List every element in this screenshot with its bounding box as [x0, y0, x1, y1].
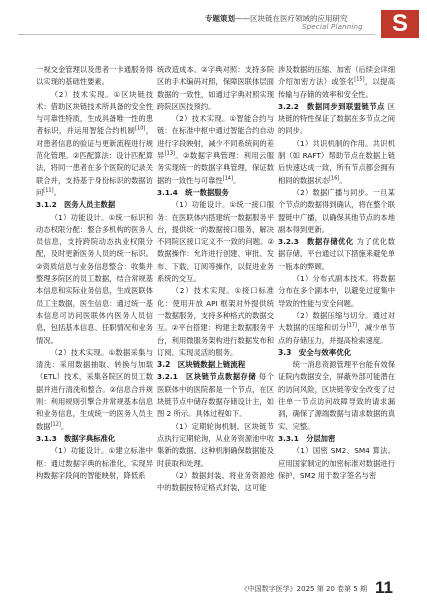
page-header: [0, 0, 427, 48]
paragraph-text: （1）功能设计。①统一接口服务：在医联体内搭建统一数据服务平台，提供统一的数据接口服务，解决不同院区接口定义不一致的问题。②数据操作：允许进行创建、审批、发布、下载、订阅等操作，以促进业务系统的交互。: [157, 200, 274, 284]
subsection-heading: 3.3.1 分层加密: [278, 433, 336, 443]
body-paragraph: [278, 138, 395, 187]
body-paragraph: [157, 113, 274, 187]
page-number: 11: [375, 578, 393, 597]
paragraph-text: ，以提高传输与存储的效率和安全性。: [278, 77, 396, 99]
paragraph-text: （2）数据封装。将业务资源池中的数据按特定格式封装，这可能: [157, 470, 274, 493]
paragraph-text: 区块链的特性保证了数据在多节点之间的同步。: [278, 101, 395, 136]
body-paragraph: [157, 470, 274, 495]
citation-ref: [17]: [346, 322, 357, 329]
paragraph-text: （1）国密 SM2、SM4 算法。应用国家制定的加密标准对数据进行保护，SM2 用于数字签名与密: [278, 446, 395, 480]
body-paragraph: [278, 310, 395, 347]
paragraph-text: 每个医联体中的医院都是一个节点，在区块链节点中储存数据存储设计主，如图 2 所示。具体过程如下。: [157, 372, 274, 419]
paragraph-text: ，减少单节点的存储压力，并提高检索速度。: [278, 323, 396, 345]
paragraph-text: 。: [339, 175, 347, 185]
subsection-heading: 3.1.2 医务人员主数据: [36, 200, 116, 210]
paragraph-text: （1）功能设计。①建立标准中枢：通过数据字典的标准化，实现异构数据字段间的智能映射，降低系: [36, 446, 153, 480]
paragraph-text: （1）共识机制的作用。共识机制（如 RAFT）帮助节点在数据上链后快速达成一致，所有节点都会拥有相同的数据状态: [278, 138, 395, 185]
subsection-heading: 3.2.3 数据存储优化: [278, 237, 354, 247]
text-column-right: [278, 64, 395, 482]
body-paragraph: [36, 89, 153, 200]
citation-ref: [14]: [222, 175, 233, 182]
subsection-paragraph: [36, 199, 153, 211]
subsection-paragraph: [278, 236, 395, 273]
paragraph-text: （2）技术实现。①接口标准化：使用开放 API 框架对外提供统一数据服务，支持多种格式的数据交互。②平台搭建：构建主数据服务平台，利用微服务架构进行数据发布和订阅，实现灵活的服务。: [157, 286, 274, 357]
body-paragraph: [157, 421, 274, 470]
citation-ref: [16]: [329, 175, 340, 182]
subsection-paragraph: [278, 433, 395, 445]
header-divider: [18, 34, 375, 35]
subsection-paragraph: [157, 371, 274, 420]
body-paragraph: [36, 212, 153, 347]
citation-ref: [15]: [354, 76, 365, 83]
subsection-paragraph: [157, 187, 274, 199]
citation-ref: [11]: [43, 187, 54, 194]
body-paragraph: [278, 187, 395, 236]
paragraph-text: 。②数据字典管理：利用云服务实现统一的数据字典管理，保证数据的一致性与可靠性: [157, 151, 275, 185]
section-badge: S: [381, 10, 419, 38]
subsection-heading: 3.2.1 区块链节点数据存储: [157, 372, 257, 382]
paragraph-text: （1）分布式副本技术。将数据分布在多个副本中，以避免过度集中导致的性能与安全问题。: [278, 274, 395, 308]
section-heading: [157, 359, 274, 371]
body-paragraph: [157, 64, 274, 113]
paragraph-text: 统一消息资源管理平台能有效保证院内数据安全，屏蔽外部可能潜在的访问风险，区块链等安全改变了过往单一节点访问故障导致的请求漏洞，确保了源端数据与请求数据的真实、完整。: [278, 360, 395, 431]
body-paragraph: [278, 359, 395, 433]
body-paragraph: [278, 64, 395, 101]
paragraph-text: 统改造成本。②字典对照：支持多院区的手术编码对照，保障医联体层面数据的一致性，如通过字典对照实现跨院区医技预约。: [157, 65, 274, 111]
paragraph-text: 。: [232, 175, 241, 185]
title-separator: ——: [235, 14, 250, 23]
paragraph-text: 3.2 区块链数据上链流程: [157, 360, 246, 370]
paragraph-text: （2）数据压缩与切分。通过对大数据的压缩和切分: [278, 310, 395, 333]
subsection-paragraph: [278, 101, 395, 138]
paragraph-text: （2）技术实现。①智能合约与链：在标准中枢中通过智能合约自动进行字段映射，减少不同系统间的差异: [157, 114, 274, 161]
body-paragraph: [157, 199, 274, 285]
paragraph-text: 。: [53, 187, 61, 197]
paragraph-text: 3.3 安全与效率优化: [278, 347, 352, 357]
body-paragraph: [278, 273, 395, 310]
citation-ref: [12]: [50, 421, 61, 428]
paragraph-text: 涉及数据的压缩、加密（后续会详细介绍加密方法）或签名: [278, 65, 395, 87]
paragraph-text: 。: [60, 421, 69, 431]
paragraph-text: （2）数据广播与同步。一旦某个节点的数据得到确认，将在整个联盟链中广播，以确保其他节点的本地副本得到更新。: [278, 187, 395, 234]
section-topic: 专题策划: [205, 14, 235, 23]
paragraph-text: （2）技术实现。①区块链技术：借助区块链技术所具备的安全性与可靠性特质，生成具备唯一性的患者标识，并运用智能合约机制: [36, 89, 153, 136]
section-subtitle: Special Planning: [302, 23, 363, 31]
paragraph-text: （1）定期轮询机制。区块链节点执行定期轮询，从业务资源池中收集新的数据。这种机制确保数据能及时获取和处理。: [157, 421, 274, 468]
paragraph-text: （2）技术实现。①数据采集与清洗：采用数据抽取、转换与加载（ETL）技术，采集各院区的员工数据并进行清洗和整合。②信息合并规则：利用规则引擎合并常规基本信息和业务信息，生成统一的医务人员主数据: [36, 347, 153, 431]
section-heading: [278, 347, 395, 359]
page-footer: [0, 578, 427, 598]
subsection-heading: 3.2.2 数据同步到联盟链节点: [278, 101, 385, 111]
paragraph-text: （1）功能设计。①统一标识和动态权限分配：整合多机构的医务人员信息，支持跨院动态执业权限分配，及时更新医务人员的统一标识。②资质信息与业务信息整合：收集并整理多院区的员工数据，结合常规基本信息和实际业务信息，生成医联体员工主数据，医生信息：通过统一基本信息可访问医联体内医务人员信息，包括基本信息、任职情况和业务情况。: [36, 212, 153, 345]
text-column-middle: [157, 64, 274, 494]
body-paragraph: [36, 445, 153, 482]
citation-ref: [10]: [135, 126, 146, 133]
body-paragraph: [36, 64, 153, 89]
subsection-paragraph: [36, 433, 153, 445]
subsection-heading: 3.1.4 统一数据服务: [157, 187, 229, 197]
body-paragraph: [36, 347, 153, 433]
article-title: 区块链在医疗领域的应用研究: [250, 14, 348, 23]
paragraph-text: 为了优化数据存储，平台通过以下措施来避免单一瓶本的弊顾。: [278, 237, 395, 271]
citation-ref: [13]: [164, 150, 175, 157]
paragraph-text: 一视交金管理以及患者一卡通服务得以实现的基础性要素。: [36, 65, 153, 87]
body-paragraph: [157, 285, 274, 359]
text-column-left: [36, 64, 153, 482]
subsection-heading: 3.1.3 数据字典标准化: [36, 433, 116, 443]
paragraph-text: ，对患者信息的验证与更新流程进行规范化管理。②匹配算法：设计匹配算法，将同一患者在多个医院的记录关联合并，支持基于身份标识的数据访问: [36, 126, 153, 197]
journal-citation: 《中国数字医学》2025 第 20 卷第 5 期: [240, 585, 367, 593]
body-paragraph: [278, 445, 395, 482]
